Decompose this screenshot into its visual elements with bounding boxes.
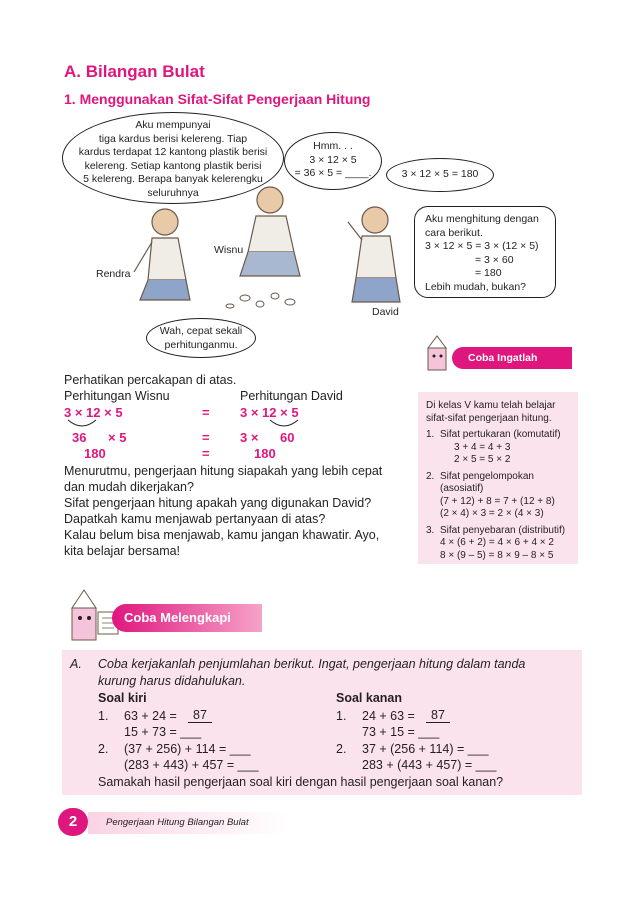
name-label-david: David	[372, 306, 399, 318]
body-paragraph: Menurutmu, pengerjaan hitung siapakah yang lebih cepat dan mudah dikerjakan? Sifat pengerjaan hitung apakah yang digunakan David? Dapatkah kamu menjawab pertanyaan di atas? Kalau belum bisa menjawab, kamu jangan khawatir. Ayo, kita belajar bersama!	[64, 464, 383, 558]
left-q2-num: 2.	[98, 742, 109, 756]
calc-row-1: 3 × 12 × 5 = 3 × 12 × 5	[64, 405, 299, 420]
exercise-box	[62, 650, 582, 795]
property-item-1: 1. Sifat pertukaran (komutatif) 3 + 4 = 4 + 3 2 × 5 = 5 × 2	[426, 429, 561, 465]
name-label-wisnu: Wisnu	[214, 244, 244, 256]
head-david: Perhitungan David	[240, 389, 343, 403]
property-item-3: 3. Sifat penyebaran (distributif) 4 × (6 + 2) = 4 × 6 + 4 × 2 8 × (9 – 5) = 8 × 9 – 8 × 5	[426, 524, 566, 561]
right-q2-line1: 37 + (256 + 114) = ___	[362, 742, 489, 756]
head-soal-kiri: Soal kiri	[98, 691, 147, 705]
calc-row-2: 36 × 5 = 3 × 60	[72, 430, 295, 445]
head-soal-kanan: Soal kanan	[336, 691, 402, 705]
right-q1-line2: 73 + 15 = ___	[362, 725, 440, 739]
coba-melengkapi-title: Coba Melengkapi	[112, 604, 262, 632]
name-label-rendra: Rendra	[96, 268, 131, 280]
right-q1-line1: 24 + 63 =	[362, 709, 415, 723]
section-title: A. Bilangan Bulat	[64, 62, 205, 81]
closing-question: Samakah hasil pengerjaan soal kiri dengan hasil pengerjaan soal kanan?	[98, 775, 504, 789]
coba-ingatlah-title: Coba Ingatlah	[452, 347, 572, 369]
right-q1-num: 1.	[336, 709, 347, 723]
left-q1-answer[interactable]: 87	[188, 708, 212, 723]
speech-bubble-david-long: Aku menghitung dengan cara berikut. 3 × 12 × 5 = 3 × (12 × 5) = 3 × 60 = 180 Lebih mudah, bukan?	[414, 206, 556, 298]
exercise-instruction: Coba kerjakanlah penjumlahan berikut. Ingat, pengerjaan hitung dalam tanda kurung harus didahulukan.	[98, 657, 526, 688]
left-q2-line1: (37 + 256) + 114 = ___	[124, 742, 251, 756]
left-q2-line2: (283 + 443) + 457 = ___	[124, 758, 259, 772]
intro-text: Perhatikan percakapan di atas.	[64, 373, 237, 387]
subsection-title: 1. Menggunakan Sifat-Sifat Pengerjaan Hitung	[64, 91, 371, 107]
page-number: 2	[58, 808, 88, 836]
right-q2-num: 2.	[336, 742, 347, 756]
calc-row-3: 180 = 180	[84, 446, 276, 461]
left-q1-line2: 15 + 73 = ___	[124, 725, 202, 739]
coba-ingatlah-box: Di kelas V kamu telah belajar sifat-sifat pengerjaan hitung. 1. Sifat pertukaran (komutatif) 3 + 4 = 4 + 3 2 × 5 = 5 × 2 2. Sifat pengelompokan (asosiatif) (7 + 12) + 8 = 7 + (12 + 8) (2 × 4) × 3 = 2 × (4 × 3) 3. Sifat penyebaran (distributif) 4 × (6 + 2) = 4 × 6 + 4 × 2 8 × (9 – 5) = 8 × 9 – 8 × 5	[418, 392, 578, 564]
right-q2-line2: 283 + (443 + 457) = ___	[362, 758, 497, 772]
exercise-label: A.	[70, 657, 82, 671]
speech-bubble-david-short: 3 × 12 × 5 = 180	[386, 158, 494, 192]
running-title: Pengerjaan Hitung Bilangan Bulat	[88, 812, 288, 834]
head-wisnu: Perhitungan Wisnu	[64, 389, 170, 403]
speech-bubble-rendra: Aku mempunyai tiga kardus berisi kelereng. Tiap kardus terdapat 12 kantong plastik berisi kelereng. Setiap kantong plastik berisi 5 kelereng. Berapa banyak kelerengku seluruhnya	[62, 112, 284, 204]
property-item-2: 2. Sifat pengelompokan (asosiatif) (7 + 12) + 8 = 7 + (12 + 8) (2 × 4) × 3 = 2 × (4 × 3)	[426, 470, 555, 519]
speech-bubble-wisnu: Hmm. . . 3 × 12 × 5 = 36 × 5 = ____.	[284, 132, 382, 190]
speech-bubble-bottom: Wah, cepat sekali perhitunganmu.	[146, 318, 256, 358]
right-q1-answer[interactable]: 87	[426, 708, 450, 723]
left-q1-line1: 63 + 24 =	[124, 709, 177, 723]
pencil-mascot-icon	[420, 334, 454, 374]
left-q1-num: 1.	[98, 709, 109, 723]
calc-heads	[64, 388, 404, 404]
